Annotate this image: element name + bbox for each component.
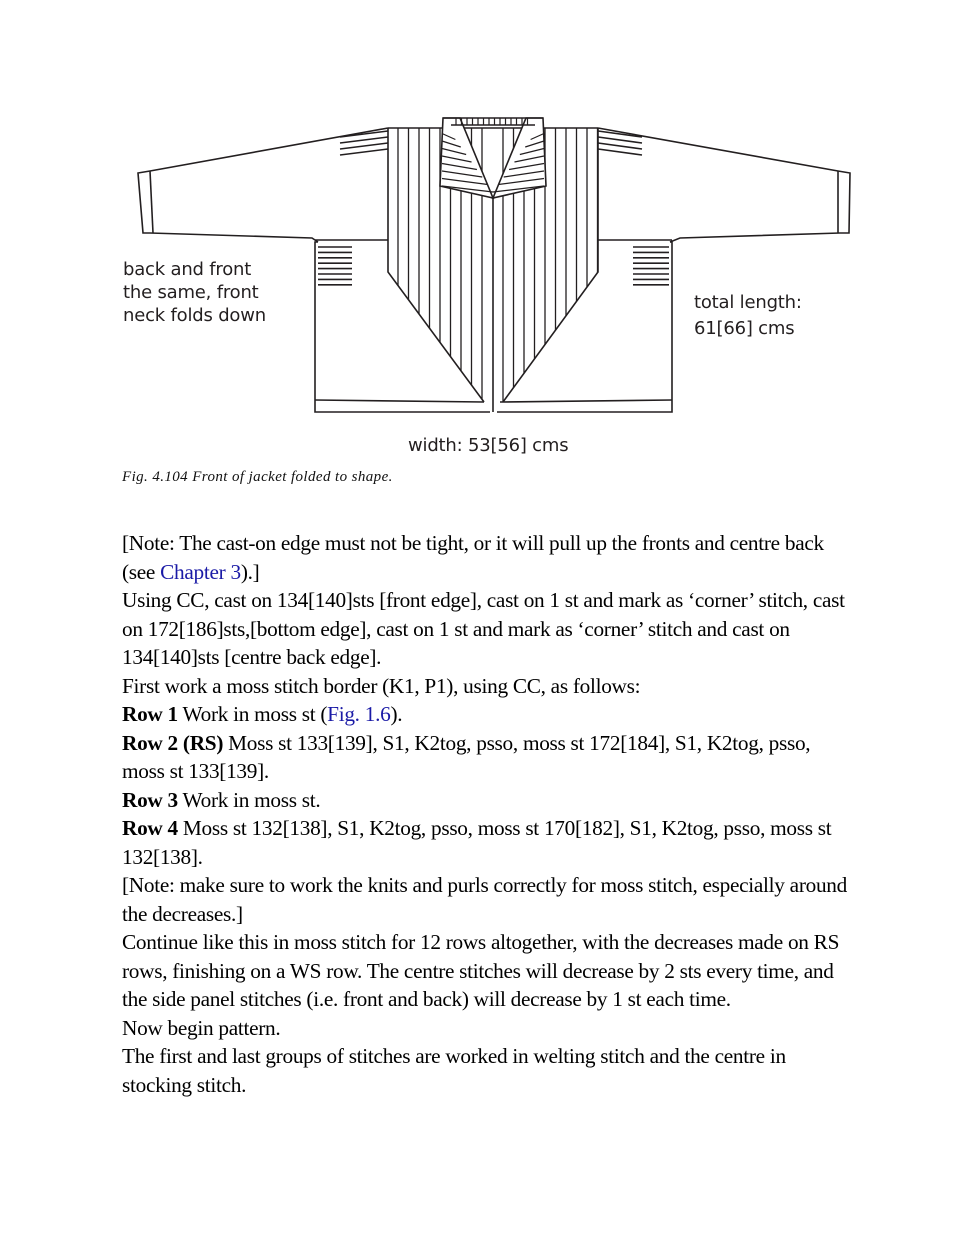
fig-1-6-link[interactable]: Fig. 1.6 bbox=[327, 702, 391, 726]
row-label: Row 3 bbox=[122, 787, 178, 812]
shoulder-welt-line bbox=[598, 143, 642, 149]
body-right-side bbox=[497, 242, 672, 412]
right-sleeve-outline bbox=[598, 128, 850, 242]
chapter-3-link[interactable]: Chapter 3 bbox=[160, 559, 241, 584]
diagram-label-width: width: 53[56] cms bbox=[408, 435, 569, 456]
shoulder-welt-line bbox=[340, 143, 388, 149]
row-2: Row 2 (RS) Moss st 133[139], S1, K2tog, psso, moss st 172[184], S1, K2tog, psso, moss st 133[139]. bbox=[122, 730, 811, 783]
jacket-schematic-diagram bbox=[0, 0, 970, 470]
row-label: Row 1 bbox=[122, 702, 178, 726]
centre-panel-stripes bbox=[398, 128, 598, 402]
hem-band-left bbox=[315, 400, 484, 402]
cast-on-instruction: Using CC, cast on 134[140]sts [front edge], cast on 1 st and mark as ‘corner’ stitch, cast on 172[186]sts,[bottom edge], cast on 1 st and mark as ‘corner’ stitch and cast on 134[140]sts [centre back edge]. bbox=[122, 588, 845, 669]
diagram-label-length bbox=[694, 290, 802, 342]
shoulder-welt-line bbox=[598, 137, 642, 143]
collar-right-flap bbox=[493, 118, 546, 198]
border-instruction: First work a moss stitch border (K1, P1), using CC, as follows: bbox=[122, 673, 641, 698]
collar bbox=[440, 118, 546, 198]
label-line: total length: bbox=[694, 292, 802, 313]
row-4: Row 4 Moss st 132[138], S1, K2tog, psso, moss st 170[182], S1, K2tog, psso, moss st 132[138]. bbox=[122, 816, 832, 869]
note-moss-stitch: [Note: make sure to work the knits and purls correctly for moss stitch, especially around the decreases.] bbox=[122, 873, 848, 926]
row-3: Row 3 Work in moss st. bbox=[122, 787, 321, 812]
row-1: Row 1 Work in moss st (Fig. 1.6). bbox=[122, 702, 403, 726]
collar-left-flap bbox=[440, 118, 493, 198]
shoulder-welt-line bbox=[340, 137, 388, 143]
body-left-side bbox=[315, 242, 490, 412]
diagram-label-left bbox=[123, 258, 266, 327]
continue-instruction: Continue like this in moss stitch for 12 rows altogether, with the decreases made on RS rows, finishing on a WS row. The centre stitches will decrease by 2 sts every time, and the side panel stitches (i.e. front and back) will decrease by 1 st each time. bbox=[122, 930, 840, 1011]
begin-pattern: Now begin pattern. bbox=[122, 1015, 281, 1040]
label-line: neck folds down bbox=[123, 305, 266, 326]
left-cuff-line bbox=[150, 171, 153, 233]
shoulder-welt-line bbox=[598, 149, 642, 155]
stitch-groups: The first and last groups of stitches are worked in welting stitch and the centre in stocking stitch. bbox=[122, 1044, 786, 1097]
left-sleeve-outline bbox=[138, 128, 388, 242]
row-label: Row 2 (RS) bbox=[122, 730, 224, 755]
pattern-instructions bbox=[122, 529, 852, 1099]
label-line: 61[66] cms bbox=[694, 318, 795, 339]
row-label: Row 4 bbox=[122, 816, 178, 840]
shoulder-welt-line bbox=[340, 149, 388, 155]
figure-caption: Fig. 4.104 Front of jacket folded to shape. bbox=[122, 469, 393, 485]
hem-band-right bbox=[500, 400, 672, 402]
label-line: back and front bbox=[123, 259, 252, 280]
label-line: the same, front bbox=[123, 282, 259, 303]
note-cast-on: [Note: The cast-on edge must not be tight, or it will pull up the fronts and centre back (see Chapter 3).] bbox=[122, 531, 824, 584]
